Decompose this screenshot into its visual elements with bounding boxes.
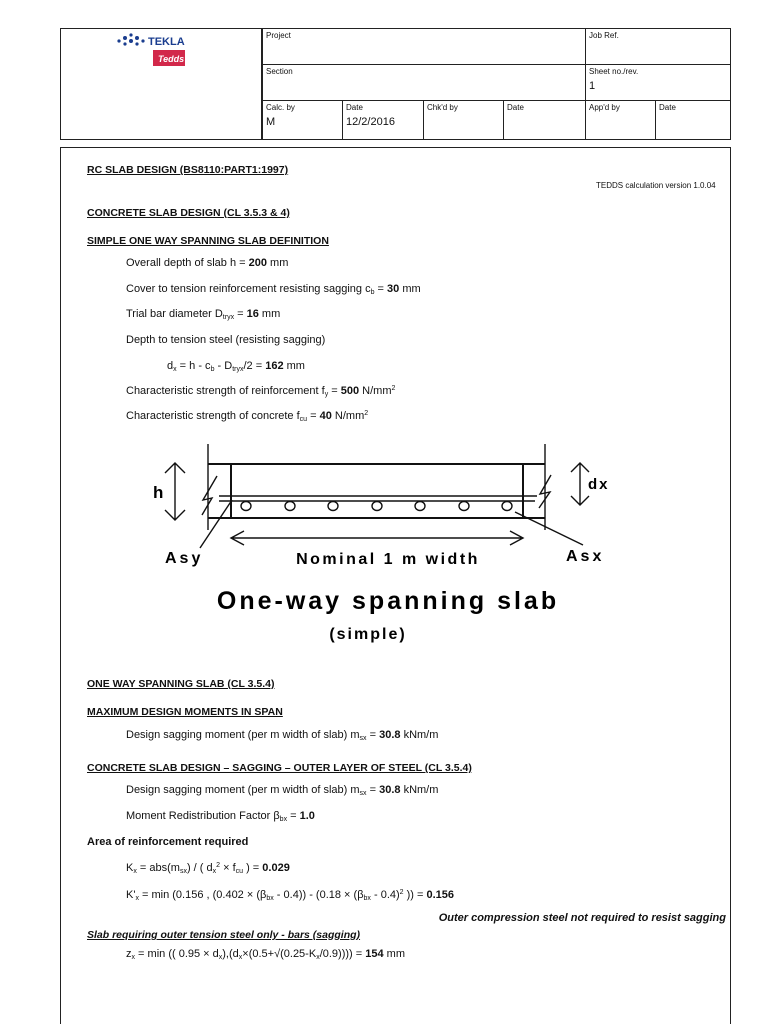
text: mm [258,308,281,320]
text: = [287,810,300,822]
text: = abs(m [136,862,180,874]
text: ),(d [222,948,239,960]
text: Trial bar diameter D [126,308,223,320]
text: Design sagging moment (per m width of slab) m [126,729,360,741]
text: N/mm [359,385,392,397]
text: ONE WAY SPANNING SLAB (CL 3.5.4) [87,678,275,690]
text: SIMPLE ONE WAY SPANNING SLAB DEFINITION [87,235,329,247]
symbol-sub: x [238,954,243,961]
text: mm [283,360,305,372]
rebar-asx [241,502,512,511]
text: CONCRETE SLAB DESIGN (CL 3.5.3 & 4) [87,207,290,219]
text: × f [220,862,236,874]
text: = [307,410,320,422]
text: N/mm [331,410,365,422]
text: - 0.4)) - (0.18 × (β [273,889,364,901]
text: kNm/m [400,784,439,796]
date-label: Date [346,103,363,112]
symbol-sub: b [210,366,215,373]
text: mm [383,948,405,960]
symbol-sub: x [133,868,137,875]
input-line [126,729,438,742]
symbol-sup: 2 [216,862,221,869]
symbol-sub: x [316,954,320,961]
symbol-sub: b [370,289,375,296]
text: kNm/m [400,729,439,741]
value: 200 [248,257,267,269]
text: RC SLAB DESIGN (BS8110:PART1:1997) [87,164,289,176]
subheading [87,929,360,941]
value: 0.156 [426,889,455,901]
text: CONCRETE SLAB DESIGN – SAGGING – OUTER LAYER OF STEEL (CL 3.5.4) [87,762,472,774]
job-ref-label: Job Ref. [589,31,619,40]
input-line [126,784,438,797]
text: z [126,948,132,960]
symbol-sub: sx [359,735,367,742]
text: /2 = [243,360,266,372]
sheet-label: Sheet no./rev. [589,67,639,76]
symbol-sub: sx [359,790,367,797]
width-arrow [231,531,523,545]
text: Design sagging moment (per m width of slab) m [126,784,360,796]
text: mm [266,257,289,269]
value: 1.0 [299,810,315,822]
symbol-sup: 2 [391,385,396,392]
text: Cover to tension reinforcement resisting sagging c [126,283,371,295]
text: Area of reinforcement required [87,836,249,848]
result-line [126,948,405,961]
asx-leader [515,512,583,545]
symbol-sub: cu [299,416,308,423]
section-heading [87,762,472,774]
result-line [126,862,290,875]
text: mm [399,283,421,295]
calc-by-value: M [266,116,276,128]
text: ) = [243,862,263,874]
chkd-date-label: Date [507,103,524,112]
text: TEDDS calculation version 1.0.04 [596,181,716,190]
text: Depth to tension steel (resisting sagging) [126,334,326,346]
text: ) / ( d [186,862,213,874]
value: 16 [246,308,259,320]
value: 30 [387,283,400,295]
h-label: h [153,483,164,502]
section-heading [87,678,274,690]
rebar-bar [241,502,251,511]
asx-label: Asx [566,548,605,565]
project-label: Project [266,31,291,40]
value: 0.029 [262,862,290,874]
date-value: 12/2/2016 [346,116,395,128]
symbol-sub: x [212,868,217,875]
value: 30.8 [379,729,401,741]
width-label: Nominal 1 m width [296,551,480,568]
symbol-sup: 2 [399,889,404,896]
calc-by-label: Calc. by [266,103,295,112]
symbol-sub: x [218,954,223,961]
symbol-sup: 2 [364,410,369,417]
asy-leader [200,500,232,548]
symbol-sub: sx [179,868,187,875]
symbol-sub: bx [266,895,274,902]
text: Slab requiring outer tension steel only - bars (sagging) [87,929,361,941]
text: ×(0.5+√(0.25-K [242,948,317,960]
symbol-sub: x [173,366,177,373]
text: = [366,784,380,796]
text: = min (( 0.95 × d [135,948,219,960]
rebar-bar [328,502,338,511]
text: = [328,385,341,397]
rebar-bar [415,502,425,511]
text: = [234,308,247,320]
appd-by-label: App'd by [589,103,620,112]
text: - D [214,360,233,372]
section-label: Section [266,67,293,76]
subheading [87,836,248,848]
dx-arrow [571,463,589,505]
text: )) = [403,889,427,901]
symbol-sub: x [135,895,139,902]
rebar-bar [372,502,382,511]
text: Characteristic strength of concrete f [126,410,300,422]
text: K [126,862,134,874]
text: = min (0.156 , (0.402 × (β [138,889,267,901]
input-line [126,810,315,823]
value: 30.8 [379,784,401,796]
diagram-title: One-way spanning slab [216,587,560,615]
value: 154 [365,948,384,960]
break-left [202,476,217,515]
chkd-by-label: Chk'd by [427,103,458,112]
section-heading [87,706,283,718]
symbol-sub: cu [235,868,244,875]
rebar-bar [459,502,469,511]
text: /0.9)))) = [319,948,366,960]
value: 162 [265,360,284,372]
asy-label: Asy [165,550,204,567]
text: = [366,729,380,741]
symbol-sub: tryx [222,314,235,321]
rebar-bar [285,502,295,511]
symbol-sub: tryx [232,366,244,373]
sheet-value: 1 [589,80,596,92]
text: Moment Redistribution Factor β [126,810,280,822]
rebar-bar [502,502,512,511]
h-arrow [165,463,185,520]
text: d [167,360,174,372]
text: - 0.4) [370,889,400,901]
symbol-sub: x [131,954,135,961]
text: MAXIMUM DESIGN MOMENTS IN SPAN [87,706,283,718]
diagram-subtitle: (simple) [329,626,407,643]
text: Outer compression steel not required to resist sagging [438,912,726,924]
result-line [126,889,454,902]
symbol-sub: y [324,391,329,398]
value: 500 [340,385,360,397]
logo-product: Tedds [158,54,185,64]
logo-brand: TEKLA [148,36,185,48]
text: Characteristic strength of reinforcement f [126,385,325,397]
conclusion-note [439,912,726,924]
symbol-sub: bx [363,895,371,902]
text: Overall depth of slab h = [126,257,249,269]
text: K' [126,889,136,901]
text: = h - c [176,360,211,372]
appd-date-label: Date [659,103,676,112]
symbol-sub: bx [279,816,288,823]
dx-label: dx [588,476,610,493]
value: 40 [319,410,332,422]
text: = [374,283,388,295]
